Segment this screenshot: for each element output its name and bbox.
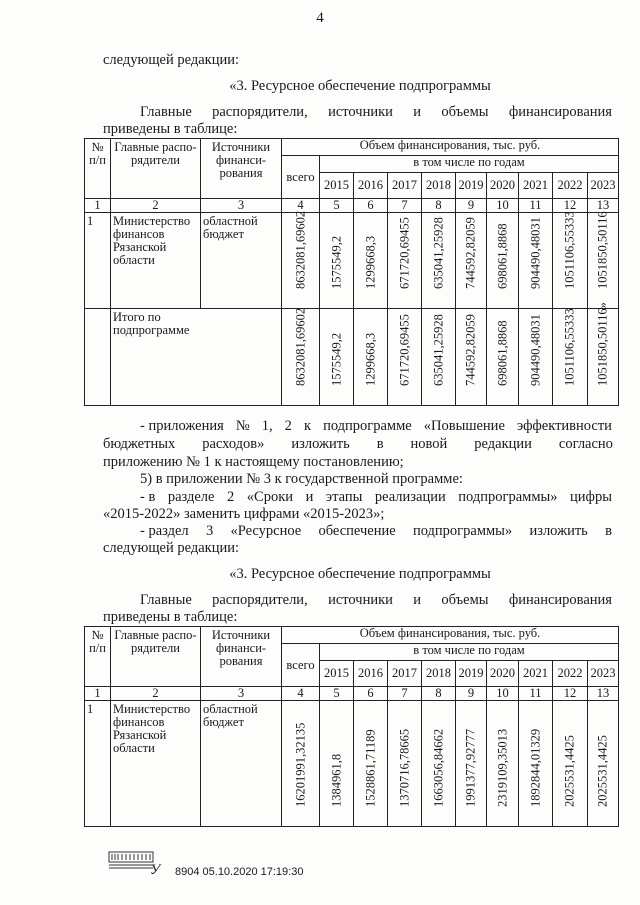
year-cell: 2017	[388, 173, 422, 199]
barcode-stamp-icon	[108, 848, 154, 870]
word: эффективности	[516, 418, 612, 434]
table-row	[85, 701, 619, 827]
para-1-line-3: приложению № 1 к настоящему постановлению;	[103, 454, 404, 470]
index-cell: 12	[553, 199, 588, 213]
word: объемы	[441, 592, 489, 608]
section-title-1: «3. Ресурсное обеспечение подпрограммы	[229, 78, 491, 94]
word: - в	[140, 489, 156, 505]
word: 2	[227, 489, 235, 505]
word: подпрограммы»	[458, 489, 558, 505]
word: новой	[410, 436, 448, 452]
value-cell: 1528861,71189	[354, 701, 388, 827]
word: подпрограмме	[323, 418, 412, 434]
value-cell: 1299668,3	[354, 309, 388, 406]
word: распорядители,	[212, 104, 308, 120]
header-managers: Главные распо-рядители	[111, 627, 201, 687]
word: редакции	[474, 436, 532, 452]
index-cell: 10	[487, 199, 519, 213]
value-cell: 1384961,8	[320, 701, 354, 827]
year-cell: 2020	[487, 173, 519, 199]
word: объемы	[441, 104, 489, 120]
value-cell: 1051106,55333	[553, 213, 588, 309]
year-cell: 2017	[388, 661, 422, 687]
index-cell: 9	[456, 687, 487, 701]
index-cell: 3	[201, 687, 282, 701]
year-cell: 2019	[456, 173, 487, 199]
word: реализации	[374, 489, 446, 505]
value-cell: 671720,69455	[388, 213, 422, 309]
word: 2	[284, 418, 292, 434]
value-cell: 8632081,69602	[282, 309, 320, 406]
value-cell: 1370716,78665	[388, 701, 422, 827]
value-cell: 1051850,50116	[588, 213, 619, 309]
index-cell: 8	[422, 199, 456, 213]
header-managers: Главные распо-рядители	[111, 139, 201, 199]
word: «Повышение	[423, 418, 505, 434]
intro-line-2: приведены в таблице:	[103, 121, 238, 137]
value-cell: 1575549,2	[320, 309, 354, 406]
para-3-line-2: «2015-2022» заменить цифрами «2015-2023»;	[103, 506, 385, 522]
word: согласно	[558, 436, 613, 452]
year-cell: 2020	[487, 661, 519, 687]
word: подпрограммы»	[412, 523, 513, 539]
total-label: Итого по подпрограмме	[111, 309, 282, 406]
value-cell: 904490,48031	[519, 213, 553, 309]
word: изложить	[291, 436, 350, 452]
word: финансирования	[508, 104, 612, 120]
row-manager: Министерство финансов Рязанской области	[111, 701, 201, 827]
word: в	[376, 436, 384, 452]
value-cell: 635041,25928	[422, 213, 456, 309]
index-cell: 13	[588, 687, 619, 701]
index-cell: 5	[320, 687, 354, 701]
year-cell: 2023	[588, 173, 619, 199]
value-cell: 744592,82059	[456, 309, 487, 406]
header-line: следующей редакции:	[103, 52, 240, 68]
year-cell: 2021	[519, 173, 553, 199]
header-volume: Объем финансирования, тыс. руб.	[282, 139, 619, 156]
value-cell: 2319109,35013	[487, 701, 519, 827]
year-cell: 2023	[588, 661, 619, 687]
year-cell: 2016	[354, 173, 388, 199]
word: финансирования	[508, 592, 612, 608]
index-cell: 3	[201, 199, 282, 213]
word: в	[605, 523, 612, 539]
header-num: № п/п	[85, 139, 111, 199]
word: - приложения	[140, 418, 224, 434]
word: источники	[328, 104, 393, 120]
index-cell: 6	[354, 687, 388, 701]
value-cell: 1991377,92777	[456, 701, 487, 827]
index-cell: 6	[354, 199, 388, 213]
header-years-group: в том числе по годам	[320, 156, 619, 173]
index-cell: 11	[519, 687, 553, 701]
footer-signature-mark: У	[150, 862, 161, 878]
word: источники	[328, 592, 393, 608]
word: - раздел	[140, 523, 189, 539]
para-4-line-1	[140, 523, 612, 539]
value-cell: 16201991,32135	[282, 701, 320, 827]
year-cell: 2016	[354, 661, 388, 687]
year-cell: 2021	[519, 661, 553, 687]
value-cell: 1663056,84662	[422, 701, 456, 827]
index-cell: 7	[388, 199, 422, 213]
row-source: областной бюджет	[201, 701, 282, 827]
header-total: всего	[282, 644, 320, 687]
value-cell: 2025531,4425	[588, 701, 619, 827]
word: 1,	[261, 418, 273, 434]
table-row-total	[85, 309, 619, 406]
word: №	[235, 418, 250, 434]
value-cell: 698061,8868	[487, 213, 519, 309]
index-cell: 10	[487, 687, 519, 701]
year-cell: 2022	[553, 173, 588, 199]
index-cell: 9	[456, 199, 487, 213]
page-number: 4	[316, 10, 324, 26]
index-cell: 2	[111, 199, 201, 213]
word: изложить	[529, 523, 588, 539]
word: и	[413, 104, 422, 120]
index-cell: 2	[111, 687, 201, 701]
word: расходов»	[202, 436, 265, 452]
word: «Сроки	[246, 489, 294, 505]
word: обеспечение	[318, 523, 396, 539]
value-cell: 904490,48031	[519, 309, 553, 406]
value-cell: 698061,8868	[487, 309, 519, 406]
value-cell: 1575549,2	[320, 213, 354, 309]
footer-doc-info: 8904 05.10.2020 17:19:30	[175, 866, 304, 878]
index-cell: 12	[553, 687, 588, 701]
header-volume: Объем финансирования, тыс. руб.	[282, 627, 619, 644]
index-cell: 4	[282, 687, 320, 701]
value-cell: 1892844,01329	[519, 701, 553, 827]
value-cell: 1051106,55333	[553, 309, 588, 406]
index-cell: 1	[85, 199, 111, 213]
year-cell: 2019	[456, 661, 487, 687]
year-cell: 2018	[422, 661, 456, 687]
value-cell: 744592,82059	[456, 213, 487, 309]
header-sources: Источники финанси-рования	[201, 139, 282, 199]
word: 3	[205, 523, 214, 539]
header-years-group: в том числе по годам	[320, 644, 619, 661]
word: Главные	[140, 592, 192, 608]
para-4-line-2: следующей редакции:	[103, 540, 240, 556]
intro-2-line-1	[140, 592, 612, 608]
word: «Ресурсное	[230, 523, 302, 539]
index-cell: 13	[588, 199, 619, 213]
word: распорядители,	[212, 592, 308, 608]
value-cell: 8632081,69602	[282, 213, 320, 309]
word: к	[303, 418, 312, 434]
row-num: 1	[85, 213, 111, 309]
word: разделе	[167, 489, 215, 505]
row-num	[85, 309, 111, 406]
row-manager: Министерство финансов Рязанской области	[111, 213, 201, 309]
year-cell: 2015	[320, 173, 354, 199]
value-cell: 635041,25928	[422, 309, 456, 406]
row-num: 1	[85, 701, 111, 827]
index-cell: 8	[422, 687, 456, 701]
index-cell: 7	[388, 687, 422, 701]
word: Главные	[140, 104, 192, 120]
intro-line-1	[140, 104, 612, 120]
intro-2-line-2: приведены в таблице:	[103, 609, 238, 625]
value-cell: 2025531,4425	[553, 701, 588, 827]
section-title-2: «3. Ресурсное обеспечение подпрограммы	[229, 566, 491, 582]
year-cell: 2015	[320, 661, 354, 687]
header-num: № п/п	[85, 627, 111, 687]
header-sources: Источники финанси-рования	[201, 627, 282, 687]
para-3-line-1	[140, 489, 612, 505]
financing-table-2	[84, 626, 619, 827]
word: этапы	[325, 489, 363, 505]
word: и	[413, 592, 422, 608]
para-1-line-2	[103, 436, 613, 452]
year-cell: 2022	[553, 661, 588, 687]
header-total: всего	[282, 156, 320, 199]
index-cell: 4	[282, 199, 320, 213]
value-cell: 671720,69455	[388, 309, 422, 406]
word: и	[305, 489, 314, 505]
para-2: 5) в приложении № 3 к государственной программе:	[140, 471, 463, 487]
word: бюджетных	[103, 436, 176, 452]
word: цифры	[570, 489, 612, 505]
value-cell: 1051850,50116»	[588, 309, 619, 406]
year-cell: 2018	[422, 173, 456, 199]
value-cell: 1299668,3	[354, 213, 388, 309]
index-cell: 5	[320, 199, 354, 213]
index-cell: 11	[519, 199, 553, 213]
para-1-line-1	[140, 418, 612, 434]
row-source: областной бюджет	[201, 213, 282, 309]
table-row	[85, 213, 619, 309]
index-cell: 1	[85, 687, 111, 701]
financing-table-1	[84, 138, 619, 406]
